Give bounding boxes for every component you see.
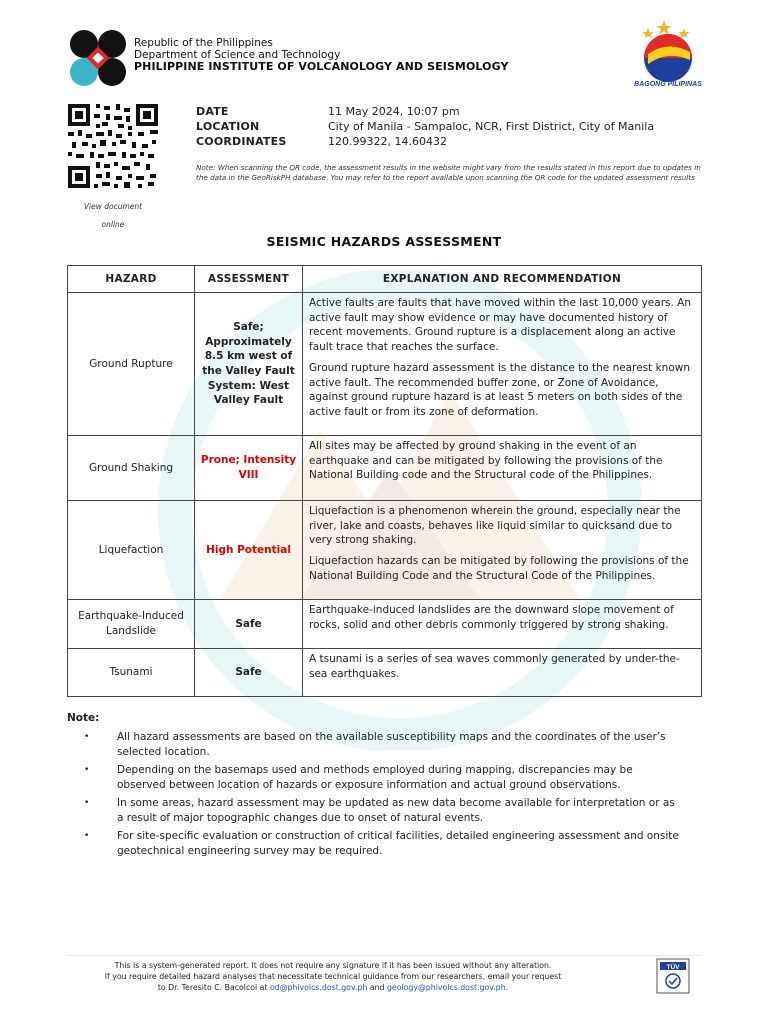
table-row	[68, 293, 702, 436]
list-item	[84, 829, 684, 858]
hazard-cell: Ground Shaking	[68, 436, 195, 501]
date-label: DATE	[196, 105, 229, 118]
table-row	[68, 600, 702, 649]
report-header	[68, 28, 700, 92]
note-text: Depending on the basemaps used and methods employed during mapping, discrepancies may be observed between location of hazards or exposure information and actual ground observations.	[117, 764, 633, 791]
footer-line3	[58, 982, 608, 993]
organization-name	[134, 37, 509, 73]
certification-logo	[656, 958, 690, 994]
qr-note: Note: When scanning the QR code, the assessment results in the website might vary from the results stated in this report due to updates in the data in the GeoRiskPH database. You may refer to the report available upon scanning the QR code for the updated assessment results	[196, 163, 701, 182]
org-line-institute: PHILIPPINE INSTITUTE OF VOLCANOLOGY AND SEISMOLOGY	[134, 60, 509, 73]
bullet-icon: •	[84, 798, 90, 808]
org-line-department: Department of Science and Technology	[134, 49, 341, 61]
email-link-od[interactable]: od@phivolcs.dost.gov.ph	[269, 983, 368, 992]
footer-conj: and	[367, 983, 387, 992]
footer-divider	[67, 955, 701, 956]
coordinates-label: COORDINATES	[196, 135, 287, 148]
assessment-cell: High Potential	[195, 501, 303, 600]
table-row	[68, 649, 702, 697]
meta-row-coordinates	[196, 134, 716, 149]
header-explanation: EXPLANATION AND RECOMMENDATION	[303, 266, 702, 293]
qr-caption-line1: View document	[83, 202, 143, 211]
notes-title: Note:	[67, 712, 100, 724]
bagong-pilipinas-text: BAGONG PILIPINAS	[634, 81, 702, 88]
meta-row-location	[196, 119, 716, 134]
date-value: 11 May 2024, 10:07 pm	[328, 105, 460, 118]
bullet-icon: •	[84, 732, 90, 742]
explanation-cell	[303, 649, 702, 697]
explanation-paragraph: Earthquake-induced landslides are the downward slope movement of rocks, solid and other debris commonly triggered by strong shaking.	[309, 604, 674, 631]
meta-row-date	[196, 104, 716, 119]
footer-line2: If you require detailed hazard analyses that necessitate technical guidance from our researchers, email your request	[104, 972, 562, 981]
explanation-cell	[303, 600, 702, 649]
hazard-cell: Tsunami	[68, 649, 195, 697]
table-header-row	[68, 266, 702, 293]
assessment-cell: Safe; Approximately 8.5 km west of the Valley Fault System: West Valley Fault	[195, 293, 303, 436]
explanation-cell	[303, 293, 702, 436]
note-text: In some areas, hazard assessment may be updated as new data become available for interpretation or as a result of major topographic changes due to onset of natural events.	[117, 797, 675, 824]
explanation-paragraph: A tsunami is a series of sea waves commonly generated by under-the-sea earthquakes.	[309, 653, 680, 680]
note-text: For site-specific evaluation or construction of critical facilities, detailed engineering assessment and onsite geotechnical engineering survey may be required.	[117, 830, 679, 857]
hazard-cell: Ground Rupture	[68, 293, 195, 436]
location-label: LOCATION	[196, 120, 260, 133]
report-title: SEISMIC HAZARDS ASSESSMENT	[266, 234, 502, 249]
qr-code[interactable]	[68, 104, 158, 188]
org-line-republic: Republic of the Philippines	[134, 37, 273, 49]
explanation-paragraph: Ground rupture hazard assessment is the distance to the nearest known active fault. The recommended buffer zone, or Zone of Avoidance, against ground rupture hazard is at least 5 meters on both sides of the active fault or from its zone of deformation.	[309, 361, 690, 418]
table-row	[68, 501, 702, 600]
hazard-cell: Liquefaction	[68, 501, 195, 600]
hazards-table	[67, 265, 702, 697]
header-hazard: HAZARD	[68, 266, 195, 293]
location-value: City of Manila - Sampaloc, NCR, First District, City of Manila	[328, 120, 655, 133]
explanation-cell	[303, 501, 702, 600]
notes-list	[84, 730, 684, 862]
email-link-geology[interactable]: geology@phivolcs.dost.gov.ph	[386, 983, 506, 992]
explanation-paragraph: Liquefaction is a phenomenon wherein the ground, especially near the river, lake and coasts, behaves like liquid similar to quicksand due to very strong shaking.	[309, 505, 681, 547]
explanation-paragraph: Active faults are faults that have moved within the last 10,000 years. An active fault may show evidence or may have documented history of recent movements. Ground rupture is a displacement along an active fault trace that reaches the surface.	[309, 297, 691, 354]
explanation-paragraph: All sites may be affected by ground shaking in the event of an earthquake and can be mitigated by following the provisions of the National Building code and the Structural code of the Philippines.	[309, 440, 663, 482]
report-meta	[196, 104, 716, 183]
footer-line3-prefix: to Dr. Teresito C. Bacolcol at	[157, 983, 270, 992]
report-footer	[58, 960, 608, 993]
explanation-paragraph: Liquefaction hazards can be mitigated by following the provisions of the National Building Code and the Structural Code of the Philippines.	[309, 555, 689, 582]
table-row	[68, 436, 702, 501]
cert-logo-text: TÜV	[666, 964, 680, 971]
bullet-icon: •	[84, 765, 90, 775]
qr-caption[interactable]	[68, 198, 158, 234]
footer-line1: This is a system-generated report. It does not require any signature if it has been issued without any alteration.	[114, 961, 552, 970]
coordinates-value: 120.99322, 14.60432	[328, 135, 447, 148]
footer-line3-suffix: .	[505, 983, 509, 992]
assessment-cell: Safe	[195, 600, 303, 649]
assessment-cell: Safe	[195, 649, 303, 697]
list-item	[84, 730, 684, 759]
phivolcs-logo	[68, 28, 128, 88]
header-assessment: ASSESSMENT	[195, 266, 303, 293]
qr-caption-line2: online	[101, 220, 125, 229]
list-item	[84, 763, 684, 792]
hazard-cell: Earthquake-Induced Landslide	[68, 600, 195, 649]
explanation-cell	[303, 436, 702, 501]
bagong-pilipinas-logo	[634, 14, 702, 88]
list-item	[84, 796, 684, 825]
note-text: All hazard assessments are based on the available susceptibility maps and the coordinates of the user’s selected location.	[117, 731, 666, 758]
assessment-cell: Prone; Intensity VIII	[195, 436, 303, 501]
bullet-icon: •	[84, 831, 90, 841]
